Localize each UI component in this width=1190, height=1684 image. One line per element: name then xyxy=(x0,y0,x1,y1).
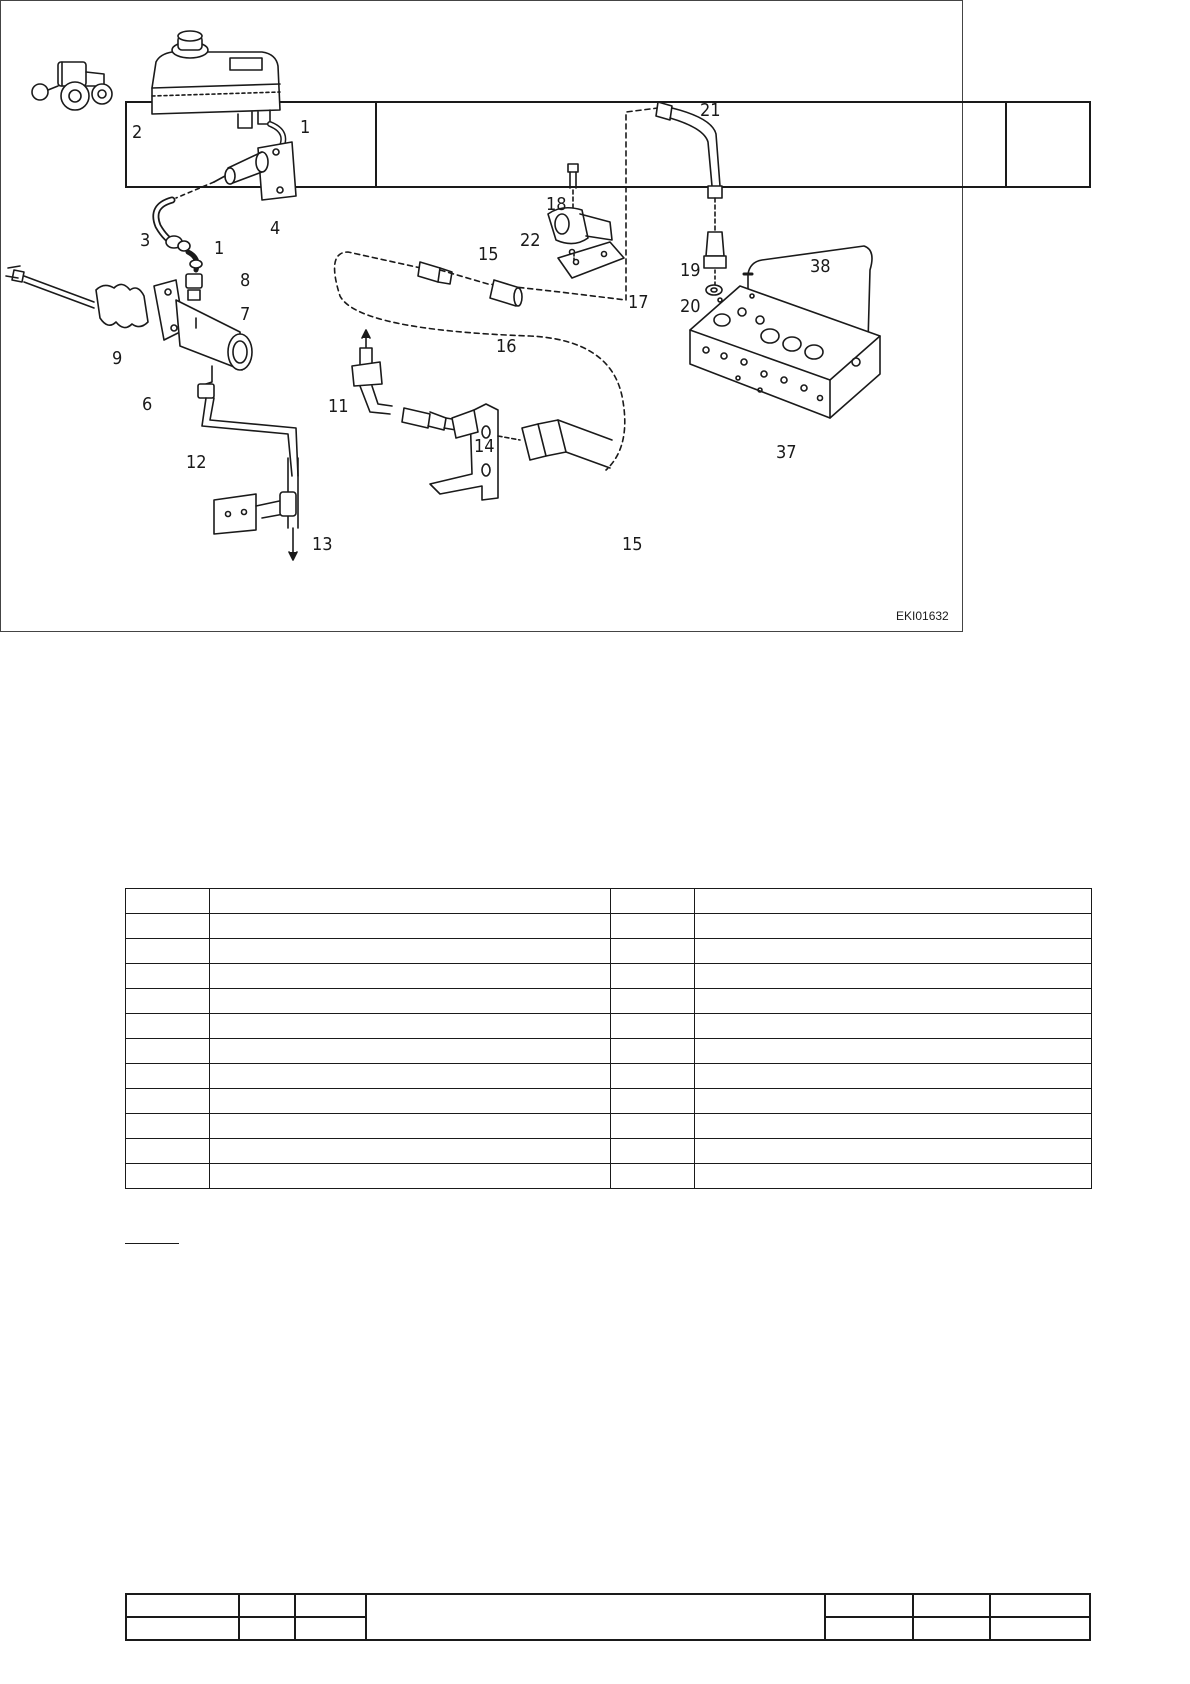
table-cell xyxy=(126,939,210,964)
callout-label: 21 xyxy=(700,100,721,121)
footer-divider xyxy=(365,1595,367,1639)
callout-label: 1 xyxy=(214,238,225,259)
callout-label: 7 xyxy=(240,304,251,325)
tractor-icon xyxy=(32,62,112,110)
union-fitting xyxy=(418,262,452,284)
table-cell xyxy=(126,914,210,939)
table-cell xyxy=(210,1014,611,1039)
table-cell xyxy=(126,1139,210,1164)
note-underline xyxy=(125,1243,179,1244)
table-cell xyxy=(126,1114,210,1139)
callout-label: 22 xyxy=(520,230,541,251)
table-row xyxy=(126,1014,1092,1039)
fluid-reservoir xyxy=(152,31,280,128)
table-cell xyxy=(611,964,695,989)
table-cell xyxy=(210,889,611,914)
callout-label: 14 xyxy=(474,436,495,457)
table-row xyxy=(126,889,1092,914)
table-cell xyxy=(210,989,611,1014)
table-cell xyxy=(695,964,1092,989)
callout-label: 9 xyxy=(112,348,123,369)
table-cell xyxy=(210,1089,611,1114)
callout-label: 2 xyxy=(132,122,143,143)
table-row xyxy=(126,1164,1092,1189)
hose-end-fitting xyxy=(522,420,612,468)
table-cell xyxy=(695,1114,1092,1139)
callout-label: 16 xyxy=(496,336,517,357)
valve-block xyxy=(690,286,880,418)
table-cell xyxy=(611,989,695,1014)
table-cell xyxy=(611,1064,695,1089)
parts-table xyxy=(125,888,1092,1189)
table-row xyxy=(126,1039,1092,1064)
table-row xyxy=(126,1089,1092,1114)
callout-label: 15 xyxy=(478,244,499,265)
table-cell xyxy=(126,1089,210,1114)
table-cell xyxy=(611,1014,695,1039)
exploded-parts-diagram xyxy=(0,0,963,632)
table-cell xyxy=(210,1064,611,1089)
footer-divider xyxy=(989,1595,991,1639)
table-row xyxy=(126,989,1092,1014)
figure-code: EKI01632 xyxy=(896,609,949,623)
table-cell xyxy=(210,1039,611,1064)
table-row xyxy=(126,1064,1092,1089)
callout-label: 13 xyxy=(312,534,333,555)
table-cell xyxy=(611,914,695,939)
table-cell xyxy=(611,1039,695,1064)
footer-divider xyxy=(824,1595,826,1639)
table-cell xyxy=(695,1089,1092,1114)
table-cell xyxy=(126,964,210,989)
table-cell xyxy=(210,1114,611,1139)
table-cell xyxy=(611,1089,695,1114)
footer-divider xyxy=(912,1595,914,1639)
footer-divider xyxy=(238,1595,240,1639)
table-cell xyxy=(126,1064,210,1089)
table-cell xyxy=(611,1114,695,1139)
table-cell xyxy=(611,939,695,964)
diagram-drawing xyxy=(0,0,959,628)
callout-label: 37 xyxy=(776,442,797,463)
table-cell xyxy=(126,1164,210,1189)
table-cell xyxy=(126,1014,210,1039)
pipe xyxy=(198,384,298,560)
header-divider xyxy=(1005,103,1007,186)
table-cell xyxy=(126,1039,210,1064)
table-cell xyxy=(695,1164,1092,1189)
table-row xyxy=(126,1139,1092,1164)
callout-label: 3 xyxy=(140,230,151,251)
callout-label: 12 xyxy=(186,452,207,473)
table-row xyxy=(126,964,1092,989)
adapter-fitting xyxy=(704,232,726,295)
page-footer xyxy=(125,1593,1091,1641)
slave-cylinder xyxy=(6,266,252,384)
callout-label: 18 xyxy=(546,194,567,215)
table-cell xyxy=(210,1139,611,1164)
callout-label: 15 xyxy=(622,534,643,555)
footer-divider xyxy=(127,1616,367,1618)
footer-divider xyxy=(294,1595,296,1639)
table-row xyxy=(126,914,1092,939)
callout-label: 38 xyxy=(810,256,831,277)
callout-label: 20 xyxy=(680,296,701,317)
table-row xyxy=(126,939,1092,964)
table-cell xyxy=(126,889,210,914)
hose-clamp xyxy=(166,236,190,251)
table-cell xyxy=(695,914,1092,939)
table-cell xyxy=(695,1039,1092,1064)
table-cell xyxy=(126,989,210,1014)
table-cell xyxy=(210,939,611,964)
callout-label: 11 xyxy=(328,396,349,417)
table-cell xyxy=(695,1139,1092,1164)
table-cell xyxy=(695,939,1092,964)
pipe-clip xyxy=(214,492,296,534)
table-cell xyxy=(695,1014,1092,1039)
table-cell xyxy=(210,1164,611,1189)
table-cell xyxy=(695,989,1092,1014)
callout-label: 6 xyxy=(142,394,153,415)
footer-divider xyxy=(824,1616,1089,1618)
mounting-clip xyxy=(548,164,624,278)
table-cell xyxy=(695,889,1092,914)
table-cell xyxy=(210,964,611,989)
parts-table-body xyxy=(126,889,1092,1189)
table-cell xyxy=(695,1064,1092,1089)
callout-label: 4 xyxy=(270,218,281,239)
table-cell xyxy=(210,914,611,939)
table-cell xyxy=(611,889,695,914)
callout-label: 1 xyxy=(300,117,311,138)
hose-end-fitting xyxy=(352,330,470,432)
callout-label: 17 xyxy=(628,292,649,313)
table-cell xyxy=(611,1139,695,1164)
brake-pipe xyxy=(656,102,722,232)
table-cell xyxy=(611,1164,695,1189)
callout-label: 8 xyxy=(240,270,251,291)
callout-label: 19 xyxy=(680,260,701,281)
table-row xyxy=(126,1114,1092,1139)
